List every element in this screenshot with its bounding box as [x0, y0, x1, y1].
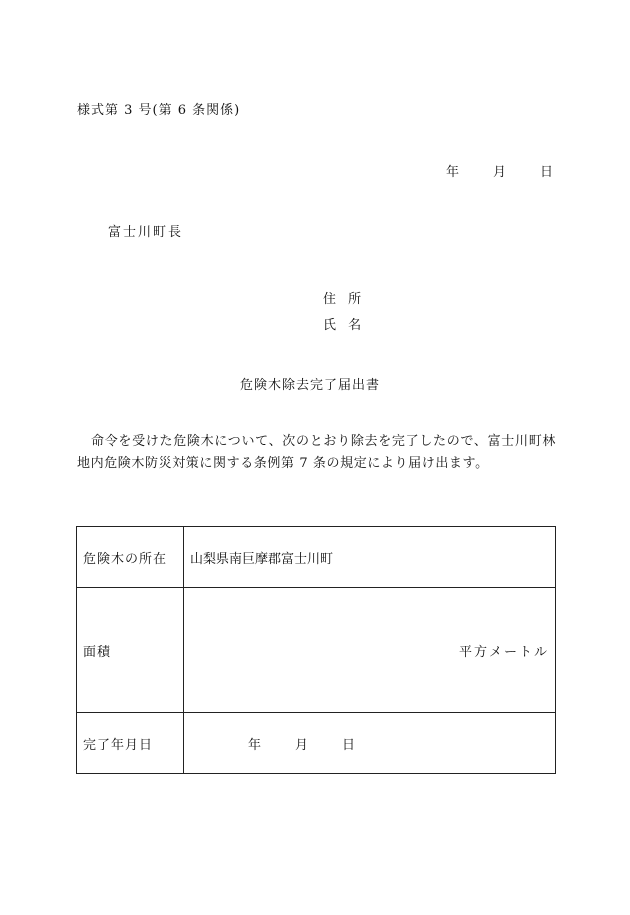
table-row	[77, 713, 556, 774]
recipient: 富士川町長	[108, 225, 184, 240]
location-value: 山梨県南巨摩郡富士川町	[184, 527, 556, 588]
area-value	[184, 588, 556, 713]
area-label: 面積	[77, 588, 184, 713]
date-year-label: 年	[446, 165, 460, 180]
document-title: 危険木除去完了届出書	[240, 378, 381, 393]
completion-day-label: 日	[342, 737, 356, 753]
body-text: 命令を受けた危険木について、次のとおり除去を完了したので、富士川町林地内危険木防災対策に関する条例第 7 条の規定により届け出ます。	[77, 434, 556, 471]
completion-date-value	[184, 713, 556, 774]
date-month-label: 月	[493, 165, 507, 180]
location-label: 危険木の所在	[77, 527, 184, 588]
date-day-label: 日	[540, 165, 554, 180]
table-row	[77, 588, 556, 713]
applicant-name-label: 氏 名	[323, 318, 366, 333]
completion-date-label: 完了年月日	[77, 713, 184, 774]
submission-date	[446, 161, 553, 180]
table-row	[77, 527, 556, 588]
details-table	[76, 526, 556, 774]
completion-year-label: 年	[248, 737, 262, 753]
completion-month-label: 月	[295, 737, 309, 753]
area-unit: 平方メートル	[458, 644, 549, 660]
form-number: 様式第 3 号(第 6 条関係)	[77, 103, 241, 118]
applicant-address-label: 住 所	[323, 292, 366, 307]
